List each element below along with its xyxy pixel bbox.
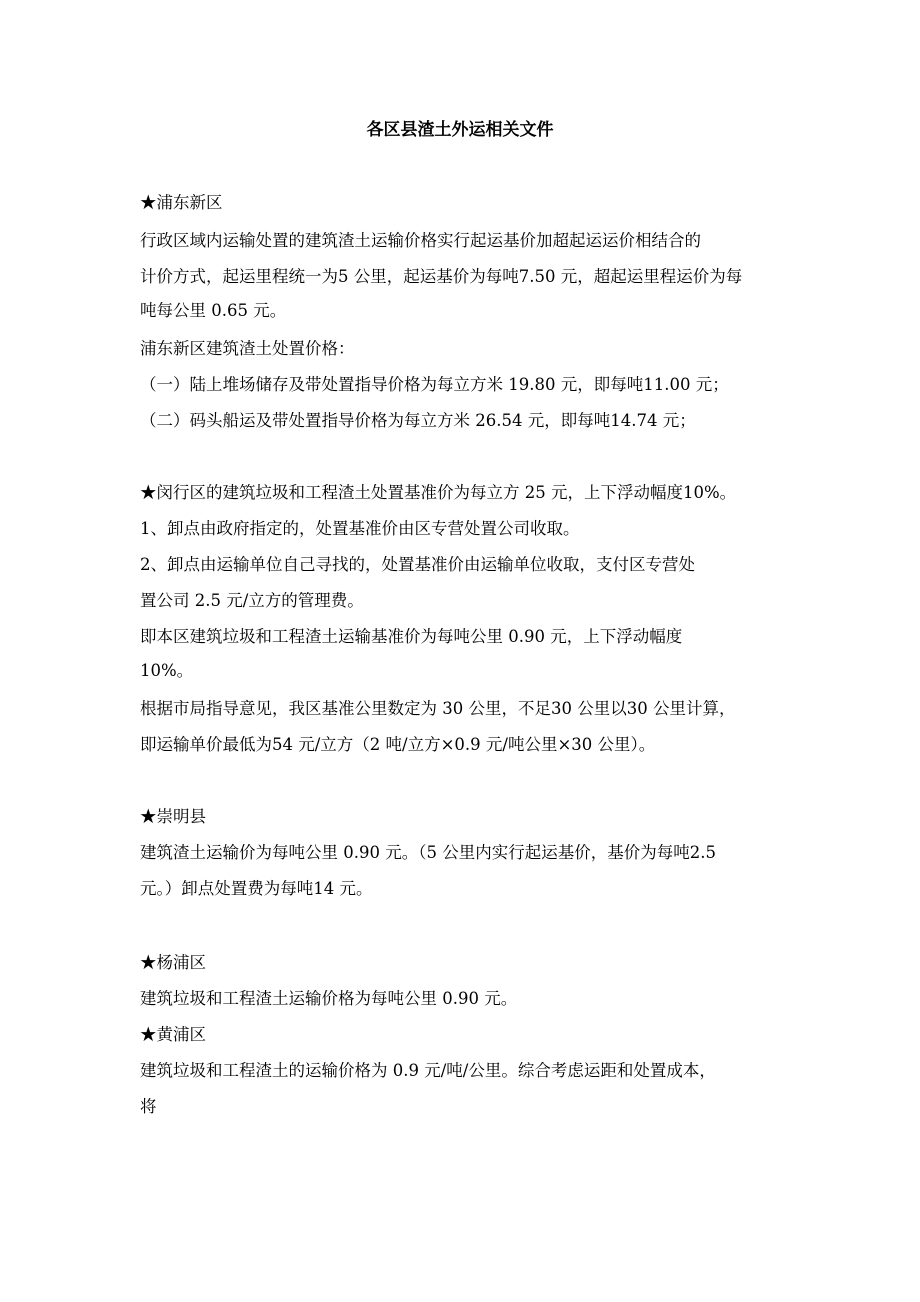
section-heading-minhang: ★闵行区的建筑垃圾和工程渣土处置基准价为每立方 25 元，上下浮动幅度10%。 (140, 483, 737, 502)
paragraph-line: 即本区建筑垃圾和工程渣土运输基准价为每吨公里 0.90 元，上下浮动幅度 (140, 627, 683, 646)
paragraph-line: 1、卸点由政府指定的，处置基准价由区专营处置公司收取。 (140, 519, 580, 538)
document-title: 各区县渣土外运相关文件 (366, 120, 554, 140)
paragraph-line: 浦东新区建筑渣土处置价格： (140, 339, 355, 358)
paragraph-line: 建筑垃圾和工程渣土运输价格为每吨公里 0.90 元。 (140, 989, 518, 1008)
paragraph-line: 将 (140, 1097, 157, 1116)
paragraph-line: 即运输单价最低为54 元/立方（2 吨/立方×0.9 元/吨公里×30 公里）。 (140, 735, 656, 754)
paragraph-line: 2、卸点由运输单位自己寻找的，处置基准价由运输单位收取，支付区专营处 (140, 555, 695, 574)
section-heading-huangpu: ★黄浦区 (140, 1025, 206, 1044)
paragraph-line: 建筑渣土运输价为每吨公里 0.90 元。（5 公里内实行起运基价，基价为每吨2.5 (140, 843, 716, 862)
paragraph-line: 吨每公里 0.65 元。 (140, 301, 287, 320)
paragraph-line: 置公司 2.5 元/立方的管理费。 (140, 591, 364, 610)
paragraph-line: 建筑垃圾和工程渣土的运输价格为 0.9 元/吨/公里。综合考虑运距和处置成本， (140, 1061, 716, 1080)
paragraph-line: 计价方式，起运里程统一为5 公里，起运基价为每吨7.50 元，超起运里程运价为每 (140, 267, 743, 286)
paragraph-line: （二）码头船运及带处置指导价格为每立方米 26.54 元，即每吨14.74 元； (140, 411, 696, 430)
paragraph-line: 元。）卸点处置费为每吨14 元。 (140, 879, 373, 898)
section-heading-yangpu: ★杨浦区 (140, 953, 206, 972)
paragraph-line: 10%。 (140, 661, 194, 680)
paragraph-line: 行政区域内运输处置的建筑渣土运输价格实行起运基价加超起运运价相结合的 (140, 231, 701, 250)
paragraph-line: 根据市局指导意见，我区基准公里数定为 30 公里，不足30 公里以30 公里计算， (140, 699, 736, 718)
section-heading-pudong: ★浦东新区 (140, 193, 223, 212)
section-heading-chongming: ★崇明县 (140, 807, 206, 826)
paragraph-line: （一）陆上堆场储存及带处置指导价格为每立方米 19.80 元，即每吨11.00 元； (140, 375, 729, 394)
